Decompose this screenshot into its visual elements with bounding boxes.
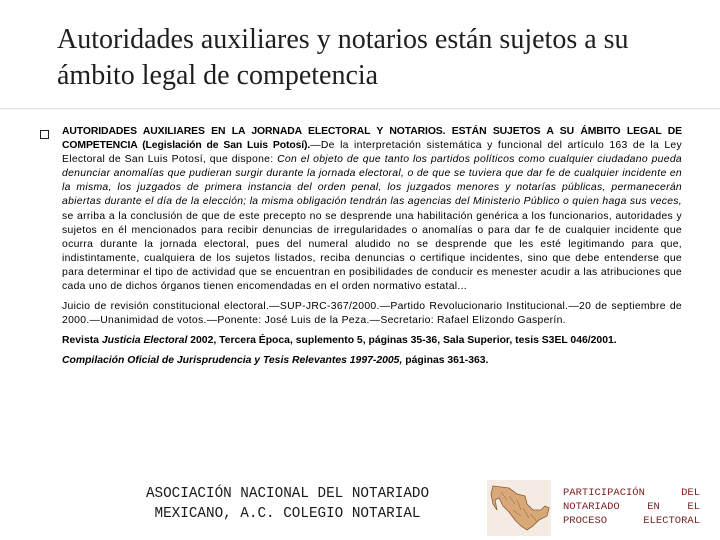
compilation-title: Compilación Oficial de Jurisprudencia y Tesis Relevantes 1997-2005, xyxy=(62,355,403,367)
precedent-paragraph: Juicio de revisión constitucional electoral.—SUP-JRC-367/2000.—Partido Revolucionario Institucional.—20 de septiembre de 2000.—Unanimidad de votos.—Ponente: José Luis de la Peza.—Secretario: Rafael Elizondo Gasperín. xyxy=(62,301,682,327)
thesis-quote: Con el objeto de que tanto los partidos políticos como cualquier ciudadano pueda denunciar anomalías que pudieran surgir durante la jornada electoral, o de que se tuviera que dar fe de cualquier incidente en la misma, los juzgados de primera instancia del orden penal, los juzgados menores y notarías públicas, permanecerán abiertas durante el día de la elección; la misma obligación tendrán las agencias del Ministerio Público o quien haga sus veces, xyxy=(62,154,682,208)
footer-right-line-3: PROCESO ELECTORAL xyxy=(563,515,700,527)
square-bullet-icon xyxy=(40,130,49,139)
slide-body xyxy=(62,125,682,369)
compilation-pages: páginas 361-363. xyxy=(402,355,489,367)
thesis-text-intro: —De la interpretación sistemática y funcional del artículo 163 de la Ley Electoral de San Luis Potosí, que dispone: xyxy=(62,140,682,166)
footer-event-title xyxy=(563,486,700,528)
footer-right-line-2: NOTARIADO EN EL xyxy=(563,501,700,513)
journal-details: 2002, Tercera Época, suplemento 5, páginas 35-36, Sala Superior, tesis S3EL 046/2001. xyxy=(187,335,617,347)
footer-right-line-1: PARTICIPACIÓN DEL xyxy=(563,487,700,499)
footer-organization xyxy=(100,484,475,524)
journal-title: Justicia Electoral xyxy=(101,335,188,347)
footer-org-line-2: MEXICANO, A.C. COLEGIO NOTARIAL xyxy=(154,506,421,522)
footer-org-line-1: ASOCIACIÓN NACIONAL DEL NOTARIADO xyxy=(145,486,430,502)
journal-prefix: Revista xyxy=(62,335,102,347)
mexico-map-icon xyxy=(487,480,551,536)
slide-title: Autoridades auxiliares y notarios están sujetos a su ámbito legal de competencia xyxy=(57,24,629,91)
compilation-citation xyxy=(62,354,682,368)
title-divider xyxy=(0,108,720,110)
journal-citation xyxy=(62,334,682,348)
thesis-paragraph xyxy=(62,125,682,294)
thesis-text-conclusion: se arriba a la conclusión de que de este precepto no se desprende una habilitación genérica a los funcionarios, autoridades y sujetos en él mencionados para recibir denuncias de irregularidades o anomalías o para dar fe de cualquier incidente que ocurra durante la jornada electoral, pues del numeral aludido no se desprende que les esté legitimando para que, indistintamente, cualquiera de los sujetos listados, reciba denuncias o certifique incidentes, sino que debe entenderse que para determinar el tipo de actividad que se encuentran en posibilidades de conducir es menester acudir a las atribuciones que cada uno de dichos órganos tienen encomendadas en el orden normativo estatal... xyxy=(62,210,682,293)
thesis-heading: AUTORIDADES AUXILIARES EN LA JORNADA ELECTORAL Y NOTARIOS. ESTÁN SUJETOS A SU ÁMBITO LEGAL DE COMPETENCIA (Legislación de San Luis Potosí). xyxy=(62,126,682,152)
